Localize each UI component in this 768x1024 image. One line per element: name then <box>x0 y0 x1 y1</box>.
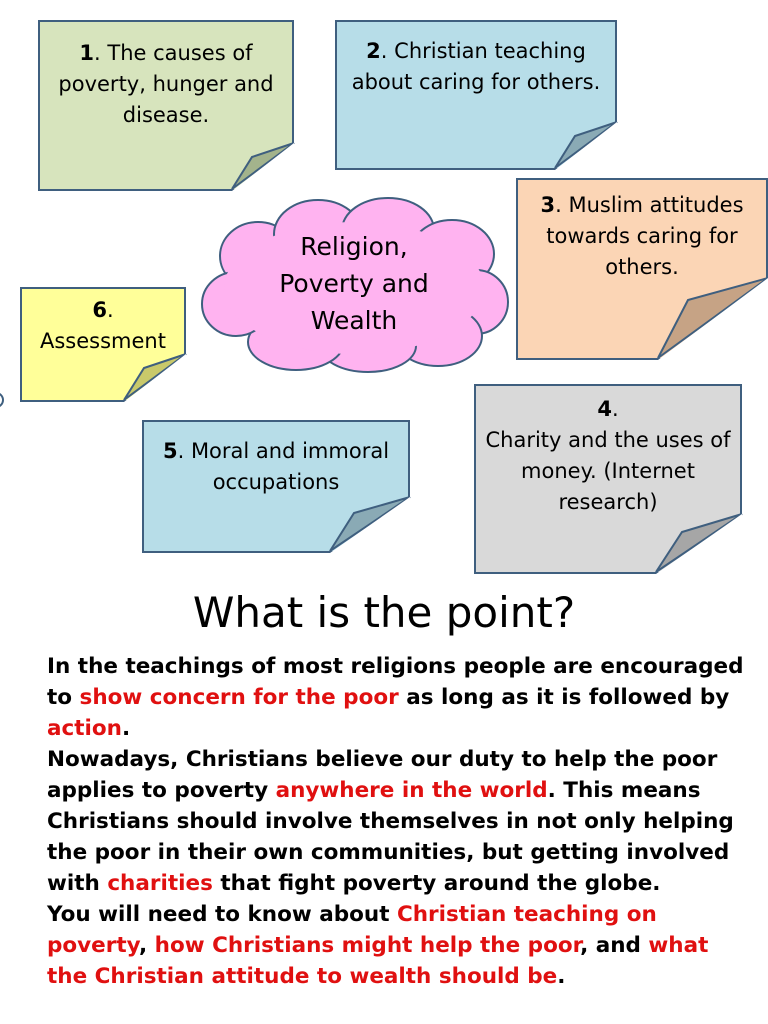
page-curl-fold <box>555 122 617 170</box>
note-number: 4 <box>597 397 612 421</box>
note-text: The causes of poverty, hunger and disease. <box>58 41 274 127</box>
highlight-text: charities <box>107 871 213 896</box>
note-text: Charity and the uses of money. (Internet research) <box>485 428 731 514</box>
text-run: , <box>138 933 155 958</box>
topic-note-6: 6. Assessment <box>20 287 186 402</box>
central-topic-cloud <box>198 196 510 374</box>
note-number: 5 <box>162 439 178 463</box>
note-text: Moral and immoral occupations <box>190 439 390 494</box>
note-text: Christian teaching about caring for others. <box>351 39 601 94</box>
note-number: 6 <box>92 298 107 322</box>
edge-circle-shape <box>0 392 4 408</box>
text-run: . <box>121 716 131 741</box>
note-text: Muslim attitudes towards caring for others. <box>546 193 744 279</box>
topic-note-4: 4. Charity and the uses of money. (Internet research) <box>474 384 742 574</box>
cloud-line: Religion, <box>300 232 408 261</box>
page-curl-fold <box>658 278 768 360</box>
text-run: , and <box>580 933 649 958</box>
text-run: Nowadays, Christians believe our duty to help the poor applies to poverty <box>47 747 718 803</box>
note-number: 3 <box>540 193 556 217</box>
highlight-text: show concern for the poor <box>79 685 399 710</box>
topic-note-1: 1. The causes of poverty, hunger and disease. <box>38 20 294 191</box>
text-run: You will need to know about <box>47 902 397 927</box>
page-curl-fold <box>330 497 410 553</box>
page-curl-fold <box>656 514 742 574</box>
cloud-line: Poverty and <box>279 269 429 298</box>
text-run: In the teachings of most religions people are encouraged to <box>47 654 744 710</box>
highlight-text: action <box>47 716 122 741</box>
text-run: that fight poverty around the globe. <box>212 871 661 896</box>
cloud-line: Wealth <box>310 306 398 335</box>
text-run: . This means Christians should involve themselves in not only helping the poor in their own communities, but getting involved with <box>47 778 734 896</box>
page-heading: What is the point? <box>192 588 576 637</box>
topic-note-3: 3. Muslim attitudes towards caring for others. <box>516 178 768 360</box>
body-paragraph <box>47 651 747 992</box>
text-run: . <box>557 964 566 989</box>
text-run: as long as it is followed by <box>398 685 730 710</box>
note-text: Assessment <box>40 329 166 353</box>
note-number: 1 <box>79 41 95 65</box>
highlight-text: what the Christian attitude to wealth should be <box>47 933 709 989</box>
highlight-text: how Christians might help the poor <box>154 933 581 958</box>
page-curl-fold <box>232 143 294 191</box>
topic-note-2: 2. Christian teaching about caring for others. <box>335 20 617 170</box>
highlight-text: Christian teaching on poverty <box>47 902 657 958</box>
page-curl-fold <box>124 354 186 402</box>
highlight-text: anywhere in the world <box>275 778 548 803</box>
note-number: 2 <box>366 39 381 63</box>
topic-note-5: 5. Moral and immoral occupations <box>142 420 410 553</box>
